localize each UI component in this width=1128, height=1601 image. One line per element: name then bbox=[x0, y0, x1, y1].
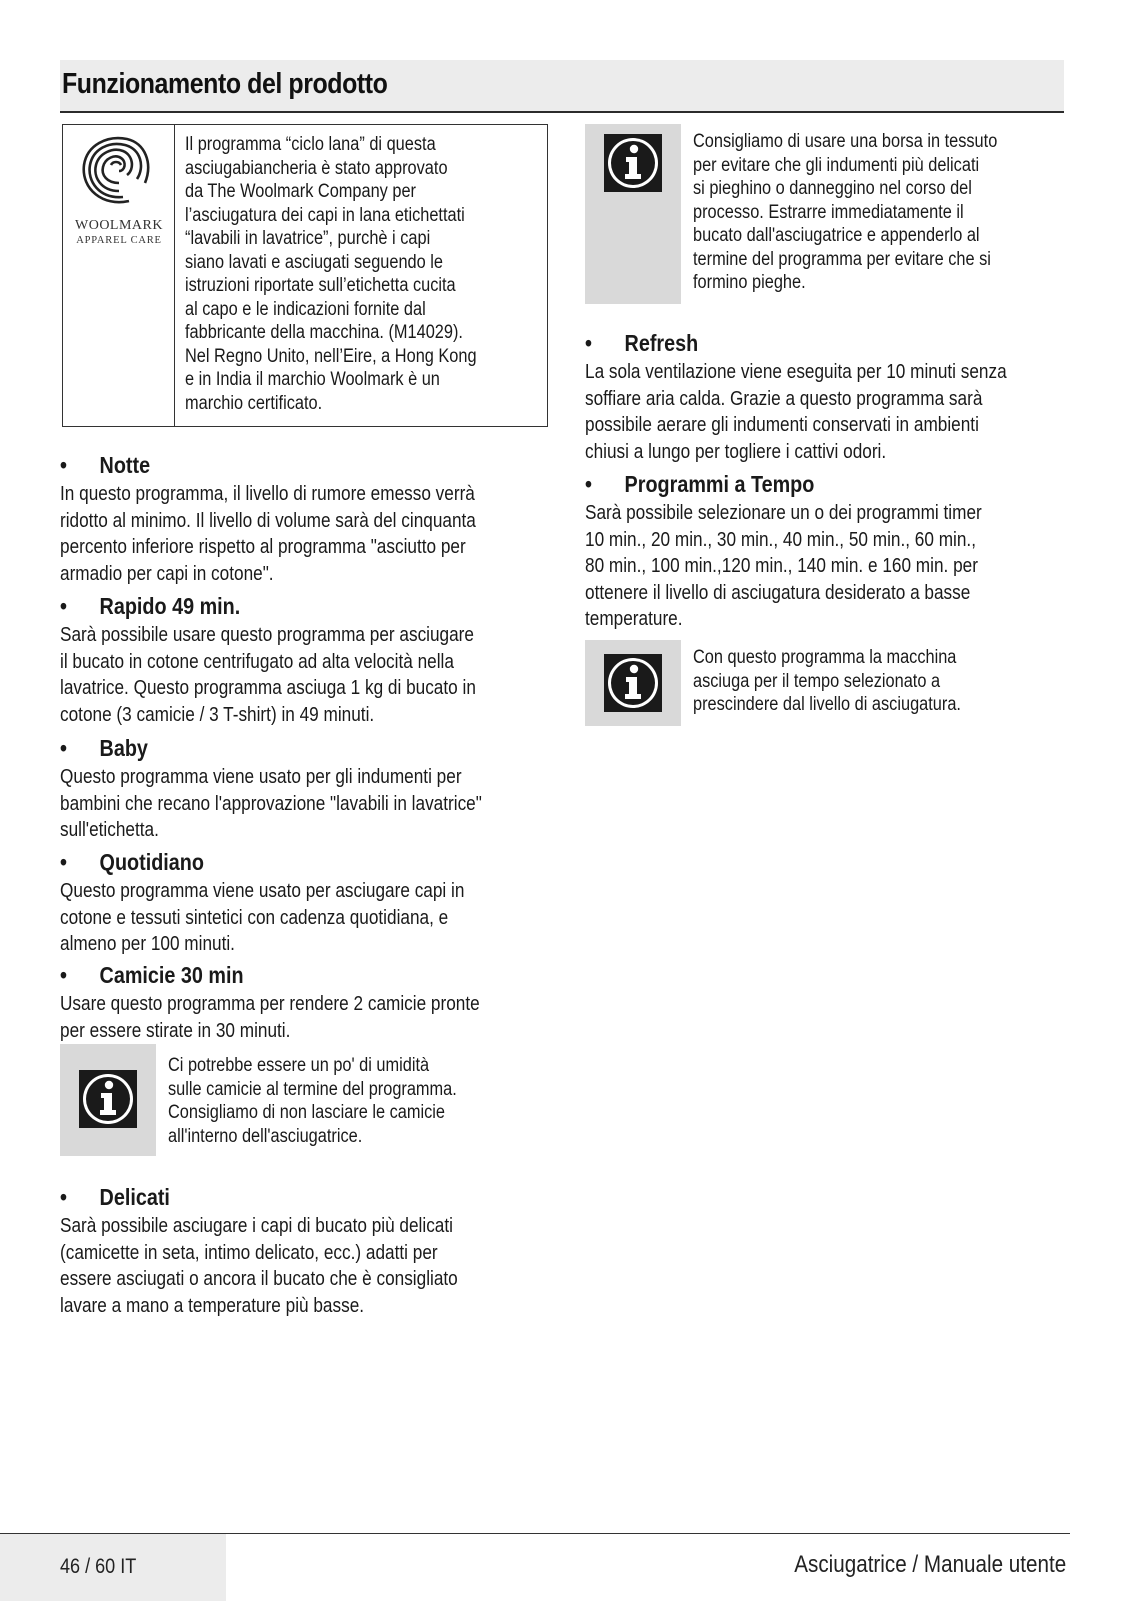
section-heading bbox=[60, 847, 480, 877]
body-line: (camicette in seta, intimo delicato, ecc.) adatti per bbox=[60, 1241, 438, 1264]
woolmark-line: istruzioni riportate sull’etichetta cucita bbox=[185, 275, 456, 296]
note-icon-cell bbox=[60, 1044, 156, 1156]
info-icon bbox=[604, 134, 662, 192]
section-tempo bbox=[585, 469, 1065, 633]
section-body bbox=[585, 500, 1065, 633]
section-title: Camicie 30 min bbox=[99, 962, 244, 988]
woolmark-line: da The Woolmark Company per bbox=[185, 181, 416, 202]
footer-title: Asciugatrice / Manuale utente bbox=[794, 1551, 1066, 1578]
body-line: per essere stirate in 30 minuti. bbox=[60, 1019, 291, 1042]
body-line: temperature. bbox=[585, 608, 683, 630]
note-line: termine del programma per evitare che si bbox=[693, 248, 991, 270]
page-title: Funzionamento del prodotto bbox=[62, 68, 388, 100]
woolmark-text bbox=[185, 133, 545, 415]
bullet: • bbox=[60, 962, 67, 988]
woolmark-line: Il programma “ciclo lana” di questa bbox=[185, 134, 436, 155]
woolmark-box bbox=[62, 124, 548, 427]
body-line: cotone e tessuti sintetici con cadenza quotidiana, e bbox=[60, 906, 449, 929]
bullet: • bbox=[585, 330, 592, 356]
note-line: per evitare che gli indumenti più delicati bbox=[693, 154, 980, 176]
note-tempo bbox=[585, 640, 1065, 726]
woolmark-line: siano lavati e asciugati seguendo le bbox=[185, 251, 443, 273]
body-line: lavare a mano a temperature più basse. bbox=[60, 1294, 365, 1317]
note-icon-cell bbox=[585, 124, 681, 304]
section-heading bbox=[585, 328, 998, 358]
body-line: armadio per capi in cotone". bbox=[60, 562, 274, 585]
note-line: bucato dall'asciugatrice e appenderlo al bbox=[693, 225, 980, 246]
body-line: sull'etichetta. bbox=[60, 819, 159, 841]
woolmark-logo bbox=[63, 125, 175, 426]
body-line: Questo programma viene usato per asciugare capi in bbox=[60, 880, 465, 902]
info-icon bbox=[79, 1070, 137, 1128]
section-title: Rapido 49 min. bbox=[99, 593, 241, 619]
body-line: percento inferiore rispetto al programma "asciutto per bbox=[60, 536, 466, 558]
body-line: lavatrice. Questo programma asciuga 1 kg di bucato in bbox=[60, 677, 476, 699]
section-notte bbox=[60, 450, 548, 587]
section-rapido bbox=[60, 591, 548, 728]
bullet: • bbox=[60, 593, 67, 619]
woolmark-icon bbox=[63, 125, 175, 225]
note-text bbox=[168, 1054, 538, 1148]
note-line: prescindere dal livello di asciugatura. bbox=[693, 694, 961, 715]
body-line: essere asciugati o ancora il bucato che è consigliato bbox=[60, 1268, 458, 1290]
note-text bbox=[693, 130, 1063, 295]
section-heading bbox=[60, 450, 480, 480]
bullet: • bbox=[60, 1184, 67, 1210]
woolmark-word: WOOLMARK bbox=[75, 218, 163, 233]
body-line: Sarà possibile asciugare i capi di bucato più delicati bbox=[60, 1215, 453, 1237]
section-title: Delicati bbox=[99, 1184, 170, 1210]
page-number: 46 / 60 IT bbox=[60, 1555, 137, 1578]
body-line: possibile aerare gli indumenti conservati in ambienti bbox=[585, 414, 979, 436]
section-body bbox=[60, 481, 548, 587]
note-line: formino pieghe. bbox=[693, 272, 806, 293]
body-line: 80 min., 100 min.,120 min., 140 min. e 160 min. per bbox=[585, 555, 978, 577]
section-camicie bbox=[60, 960, 548, 1044]
section-title: Notte bbox=[99, 452, 151, 478]
woolmark-line: “lavabili in lavatrice”, purchè i capi bbox=[185, 228, 431, 249]
bullet: • bbox=[60, 735, 67, 761]
woolmark-line: fabbricante della macchina. (M14029). bbox=[185, 322, 463, 343]
body-line: Sarà possibile usare questo programma per asciugare bbox=[60, 624, 474, 646]
section-body bbox=[60, 764, 548, 844]
note-line: Ci potrebbe essere un po' di umidità bbox=[168, 1055, 430, 1076]
note-line: sulle camicie al termine del programma. bbox=[168, 1078, 457, 1100]
section-body bbox=[60, 991, 548, 1044]
woolmark-line: marchio certificato. bbox=[185, 392, 323, 414]
woolmark-line: e in India il marchio Woolmark è un bbox=[185, 369, 440, 390]
note-line: Consigliamo di usare una borsa in tessuto bbox=[693, 131, 998, 152]
section-body bbox=[60, 622, 548, 728]
body-line: ridotto al minimo. Il livello di volume sarà del cinquanta bbox=[60, 509, 476, 532]
note-shirts bbox=[60, 1044, 548, 1156]
body-line: 10 min., 20 min., 30 min., 40 min., 50 min., 60 min., bbox=[585, 528, 976, 551]
section-heading bbox=[60, 591, 480, 621]
bullet: • bbox=[60, 849, 67, 875]
note-line: Con questo programma la macchina bbox=[693, 647, 957, 668]
body-line: soffiare aria calda. Grazie a questo programma sarà bbox=[585, 387, 983, 410]
note-icon-cell bbox=[585, 640, 681, 726]
section-heading bbox=[585, 469, 998, 499]
body-line: Questo programma viene usato per gli indumenti per bbox=[60, 766, 462, 788]
body-line: almeno per 100 minuti. bbox=[60, 933, 235, 955]
woolmark-subword: APPAREL CARE bbox=[76, 235, 162, 246]
section-heading bbox=[60, 960, 480, 990]
woolmark-line: al capo e le indicazioni fornite dal bbox=[185, 298, 426, 320]
body-line: il bucato in cotone centrifugato ad alta velocità nella bbox=[60, 650, 454, 673]
page-header bbox=[60, 60, 1064, 113]
woolmark-line: l’asciugatura dei capi in lana etichettati bbox=[185, 204, 465, 226]
section-body bbox=[585, 359, 1065, 465]
body-line: Usare questo programma per rendere 2 camicie pronte bbox=[60, 993, 480, 1015]
note-line: Consigliamo di non lasciare le camicie bbox=[168, 1102, 446, 1123]
note-text bbox=[693, 646, 1063, 717]
body-line: chiusi a lungo per togliere i cattivi odori. bbox=[585, 440, 887, 463]
body-line: ottenere il livello di asciugatura desiderato a basse bbox=[585, 581, 971, 604]
note-bag bbox=[585, 124, 1065, 304]
section-quotidiano bbox=[60, 847, 548, 958]
woolmark-line: Nel Regno Unito, nell’Eire, a Hong Kong bbox=[185, 345, 477, 367]
section-baby bbox=[60, 733, 548, 844]
body-line: La sola ventilazione viene eseguita per 10 minuti senza bbox=[585, 361, 1007, 383]
bullet: • bbox=[60, 452, 67, 478]
section-title: Baby bbox=[99, 735, 148, 761]
note-line: si pieghino o danneggino nel corso del bbox=[693, 178, 972, 199]
section-body bbox=[60, 878, 548, 958]
body-line: Sarà possibile selezionare un o dei programmi timer bbox=[585, 502, 982, 524]
body-line: bambini che recano l'approvazione "lavabili in lavatrice" bbox=[60, 792, 482, 815]
section-body bbox=[60, 1213, 548, 1319]
body-line: In questo programma, il livello di rumore emesso verrà bbox=[60, 483, 475, 505]
note-line: processo. Estrarre immediatamente il bbox=[693, 201, 964, 223]
bullet: • bbox=[585, 471, 592, 497]
section-heading bbox=[60, 1182, 480, 1212]
section-title: Quotidiano bbox=[99, 849, 204, 875]
body-line: cotone (3 camicie / 3 T-shirt) in 49 minuti. bbox=[60, 703, 375, 726]
info-icon bbox=[604, 654, 662, 712]
section-refresh bbox=[585, 328, 1065, 465]
section-title: Refresh bbox=[624, 330, 699, 356]
section-heading bbox=[60, 733, 480, 763]
section-title: Programmi a Tempo bbox=[624, 471, 815, 497]
note-line: asciuga per il tempo selezionato a bbox=[693, 670, 941, 692]
woolmark-line: asciugabiancheria è stato approvato bbox=[185, 157, 448, 179]
note-line: all'interno dell'asciugatrice. bbox=[168, 1125, 363, 1147]
section-delicati bbox=[60, 1182, 548, 1319]
